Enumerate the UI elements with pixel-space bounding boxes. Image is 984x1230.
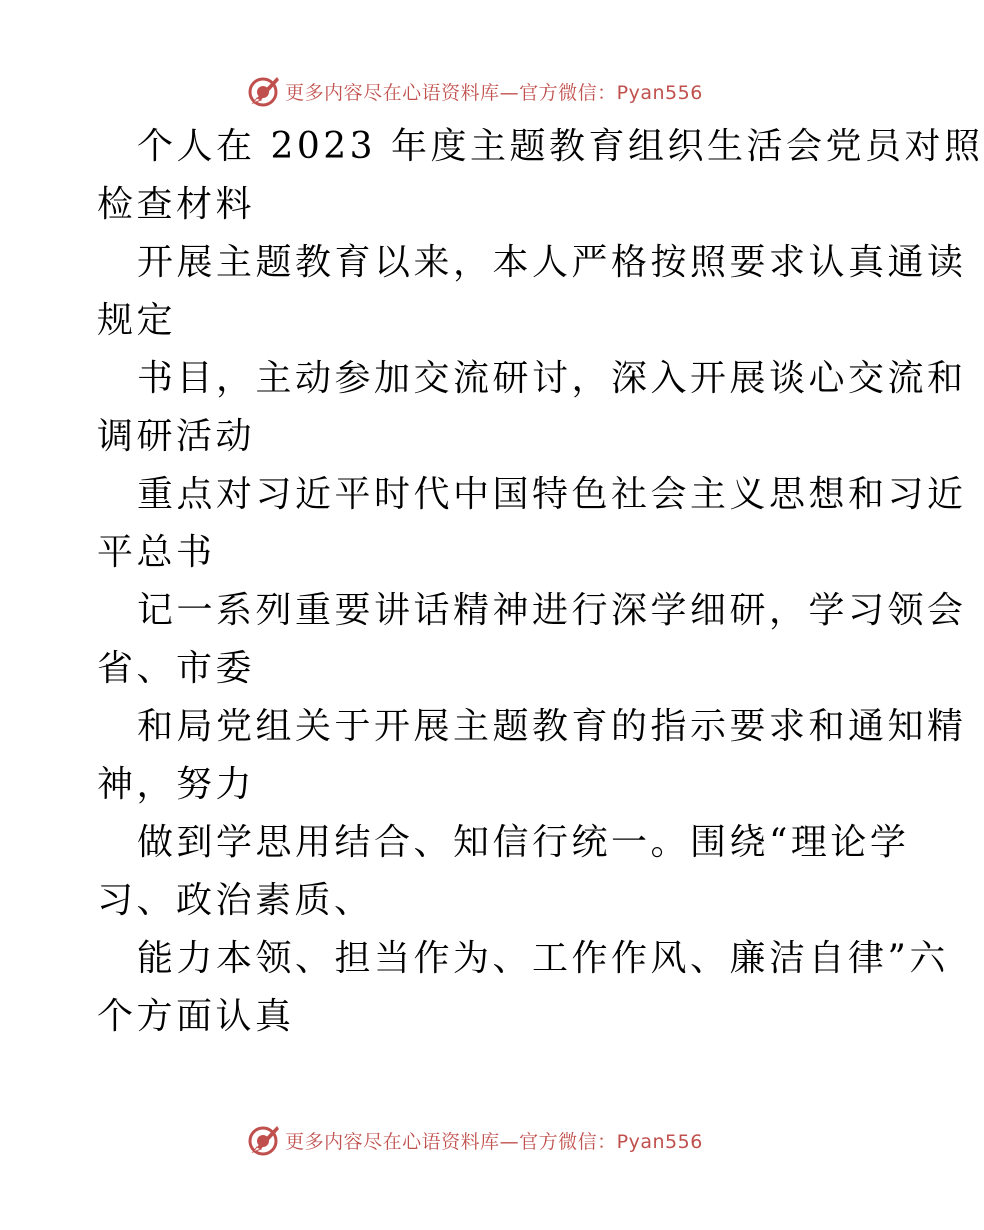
document-line: 记一系列重要讲话精神进行深学细研，学习领会 [137, 590, 967, 631]
document-line: 个方面认真 [97, 996, 295, 1037]
document-line: 规定 [97, 300, 177, 341]
quill-pen-logo-icon [247, 74, 281, 108]
footer-banner [0, 1120, 950, 1160]
document-line: 和局党组关于开展主题教育的指示要求和通知精 [137, 706, 967, 747]
document-line: 开展主题教育以来，本人严格按照要求认真通读 [137, 242, 967, 283]
document-line: 个人在 2023 年度主题教育组织生活会党员对照 [137, 126, 984, 167]
document-line: 调研活动 [97, 416, 256, 457]
header-banner-text: 更多内容尽在心语资料库—官方微信：Pyan556 [285, 81, 703, 104]
document-line: 检查材料 [97, 184, 256, 225]
quill-pen-logo-icon [247, 1123, 281, 1157]
document-line: 做到学思用结合、知信行统一。围绕“理论学 [137, 822, 910, 863]
document-body [97, 118, 984, 1046]
document-line: 平总书 [97, 532, 216, 573]
document-line: 能力本领、担当作为、工作作风、廉洁自律”六 [137, 938, 949, 979]
document-line: 神，努力 [97, 764, 256, 805]
document-line: 重点对习近平时代中国特色社会主义思想和习近 [137, 474, 967, 515]
document-line: 省、市委 [97, 648, 256, 689]
document-line: 书目，主动参加交流研讨，深入开展谈心交流和 [137, 358, 967, 399]
document-line: 习、政治素质、 [97, 880, 374, 921]
footer-banner-text: 更多内容尽在心语资料库—官方微信：Pyan556 [285, 1130, 703, 1153]
header-banner [0, 71, 950, 111]
